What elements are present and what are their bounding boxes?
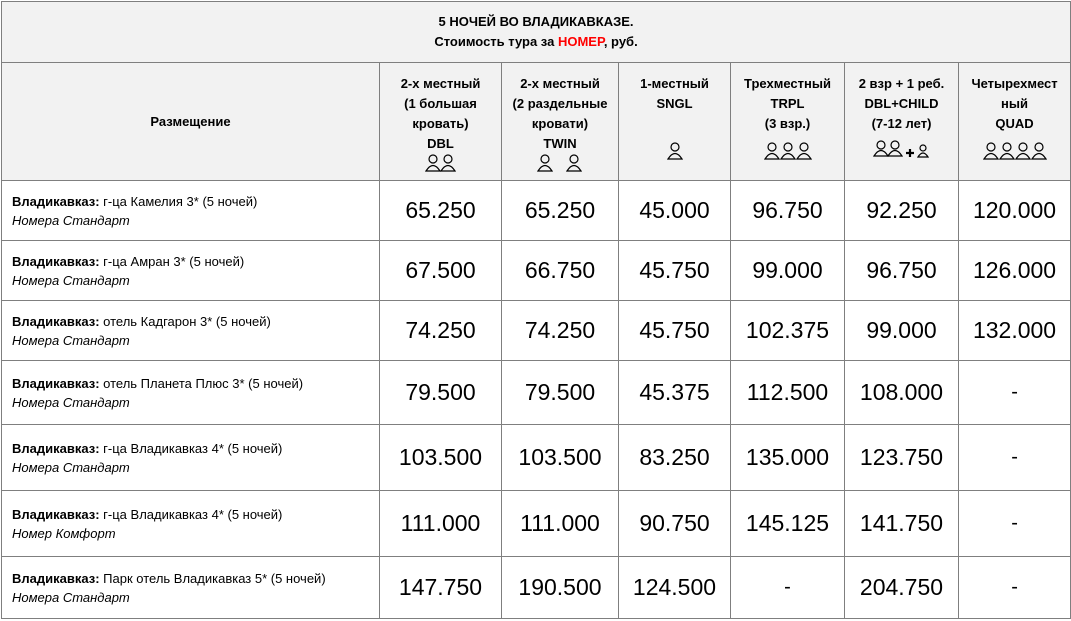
room-type: Номера Стандарт — [12, 394, 130, 410]
price-cell-empty: - — [959, 557, 1071, 619]
price-cell: 65.250 — [380, 181, 502, 241]
hotel-name: отель Планета Плюс 3* (5 ночей) — [99, 375, 304, 391]
title-line-2-suffix: , руб. — [603, 34, 638, 49]
table-row — [2, 181, 1071, 241]
table-row — [2, 491, 1071, 557]
price-cell: 65.250 — [502, 181, 619, 241]
price-cell: 124.500 — [619, 557, 731, 619]
price-cell: 45.375 — [619, 361, 731, 425]
table-row — [2, 557, 1071, 619]
price-cell-empty: - — [959, 425, 1071, 491]
price-cell: 74.250 — [502, 301, 619, 361]
hotel-name: г-ца Амран 3* (5 ночей) — [99, 253, 245, 269]
header-line: SNGL — [656, 96, 693, 111]
price-cell: 204.750 — [845, 557, 959, 619]
header-line: TRPL — [770, 96, 805, 111]
title-line-1: 5 НОЧЕЙ ВО ВЛАДИКАВКАЗЕ. — [438, 14, 634, 29]
hotel-cell — [2, 491, 380, 557]
hotel-cell — [2, 361, 380, 425]
city-label: Владикавказ: — [12, 253, 100, 269]
header-twin — [502, 63, 619, 181]
title-line-2 — [2, 32, 1070, 52]
tour-price-table — [1, 1, 1071, 619]
table-row — [2, 301, 1071, 361]
price-cell: 66.750 — [502, 241, 619, 301]
city-label: Владикавказ: — [12, 440, 100, 456]
hotel-name: Парк отель Владикавказ 5* (5 ночей) — [99, 570, 326, 586]
header-line: 2 взр + 1 реб. — [858, 76, 945, 91]
one-person-icon — [619, 140, 730, 160]
price-cell: 67.500 — [380, 241, 502, 301]
price-cell: 102.375 — [731, 301, 845, 361]
price-cell: 99.000 — [731, 241, 845, 301]
header-placement-label: Размещение — [150, 113, 231, 129]
city-label: Владикавказ: — [12, 375, 100, 391]
price-cell: 141.750 — [845, 491, 959, 557]
header-line: кровати) — [531, 116, 589, 131]
room-type: Номер Комфорт — [12, 525, 116, 541]
header-line: (1 большая — [404, 96, 477, 111]
price-cell: 103.500 — [502, 425, 619, 491]
header-line: ный — [1001, 96, 1028, 111]
price-cell: 123.750 — [845, 425, 959, 491]
price-cell: 96.750 — [731, 181, 845, 241]
price-cell: 92.250 — [845, 181, 959, 241]
header-line: 2-х местный — [520, 76, 600, 91]
price-cell: 45.750 — [619, 241, 731, 301]
city-label: Владикавказ: — [12, 193, 100, 209]
four-persons-icon — [959, 140, 1070, 160]
header-line: DBL — [427, 136, 454, 151]
price-cell: 132.000 — [959, 301, 1071, 361]
price-cell: 145.125 — [731, 491, 845, 557]
price-cell: 99.000 — [845, 301, 959, 361]
header-line: кровать) — [412, 116, 469, 131]
room-type: Номера Стандарт — [12, 272, 130, 288]
price-cell: 74.250 — [380, 301, 502, 361]
header-line: QUAD — [995, 116, 1034, 131]
header-line: 2-х местный — [400, 76, 481, 91]
header-dbl — [380, 63, 502, 181]
table-row — [2, 241, 1071, 301]
price-cell-empty: - — [731, 557, 845, 619]
header-row — [2, 63, 1071, 181]
price-cell: 147.750 — [380, 557, 502, 619]
hotel-name: г-ца Владикавказ 4* (5 ночей) — [99, 440, 283, 456]
price-cell-empty: - — [959, 491, 1071, 557]
price-cell: 108.000 — [845, 361, 959, 425]
price-cell: 111.000 — [380, 491, 502, 557]
city-label: Владикавказ: — [12, 506, 100, 522]
room-type: Номера Стандарт — [12, 459, 130, 475]
price-cell: 120.000 — [959, 181, 1071, 241]
header-line: DBL+CHILD — [864, 96, 939, 111]
room-type: Номера Стандарт — [12, 332, 130, 348]
title-row — [2, 2, 1071, 63]
header-trpl — [731, 63, 845, 181]
header-line: (7-12 лет) — [871, 116, 932, 131]
room-type: Номера Стандарт — [12, 212, 130, 228]
price-cell: 83.250 — [619, 425, 731, 491]
hotel-name: г-ца Камелия 3* (5 ночей) — [99, 193, 258, 209]
city-label: Владикавказ: — [12, 570, 100, 586]
hotel-cell — [2, 181, 380, 241]
price-cell: 79.500 — [380, 361, 502, 425]
city-label: Владикавказ: — [12, 313, 100, 329]
three-persons-icon — [731, 140, 844, 160]
hotel-cell — [2, 557, 380, 619]
title-room-highlight: НОМЕР — [557, 34, 604, 49]
hotel-name: г-ца Владикавказ 4* (5 ночей) — [99, 506, 283, 522]
hotel-cell — [2, 425, 380, 491]
price-cell: 96.750 — [845, 241, 959, 301]
hotel-cell — [2, 301, 380, 361]
header-line: TWIN — [543, 136, 577, 151]
two-adults-plus-child-icon — [845, 138, 958, 158]
header-line: (3 взр.) — [764, 116, 811, 131]
two-persons-icon — [380, 152, 501, 172]
header-quad — [959, 63, 1071, 181]
price-cell: 112.500 — [731, 361, 845, 425]
price-cell: 135.000 — [731, 425, 845, 491]
header-line: Трехместный — [744, 76, 831, 91]
two-separate-persons-icon — [502, 152, 618, 172]
header-line: Четырехмест — [971, 76, 1058, 91]
title-line-2-prefix: Стоимость тура за — [434, 34, 558, 49]
table-row — [2, 425, 1071, 491]
header-dbl-child — [845, 63, 959, 181]
header-placement — [2, 63, 380, 181]
header-line: (2 раздельные — [512, 96, 608, 111]
price-cell-empty: - — [959, 361, 1071, 425]
price-cell: 45.000 — [619, 181, 731, 241]
price-cell: 190.500 — [502, 557, 619, 619]
price-cell: 90.750 — [619, 491, 731, 557]
table-title — [2, 2, 1071, 63]
table-row — [2, 361, 1071, 425]
price-cell: 79.500 — [502, 361, 619, 425]
hotel-cell — [2, 241, 380, 301]
price-cell: 103.500 — [380, 425, 502, 491]
price-cell: 45.750 — [619, 301, 731, 361]
hotel-name: отель Кадгарон 3* (5 ночей) — [99, 313, 271, 329]
price-cell: 126.000 — [959, 241, 1071, 301]
room-type: Номера Стандарт — [12, 589, 130, 605]
header-sngl — [619, 63, 731, 181]
header-line: 1-местный — [640, 76, 709, 91]
price-cell: 111.000 — [502, 491, 619, 557]
